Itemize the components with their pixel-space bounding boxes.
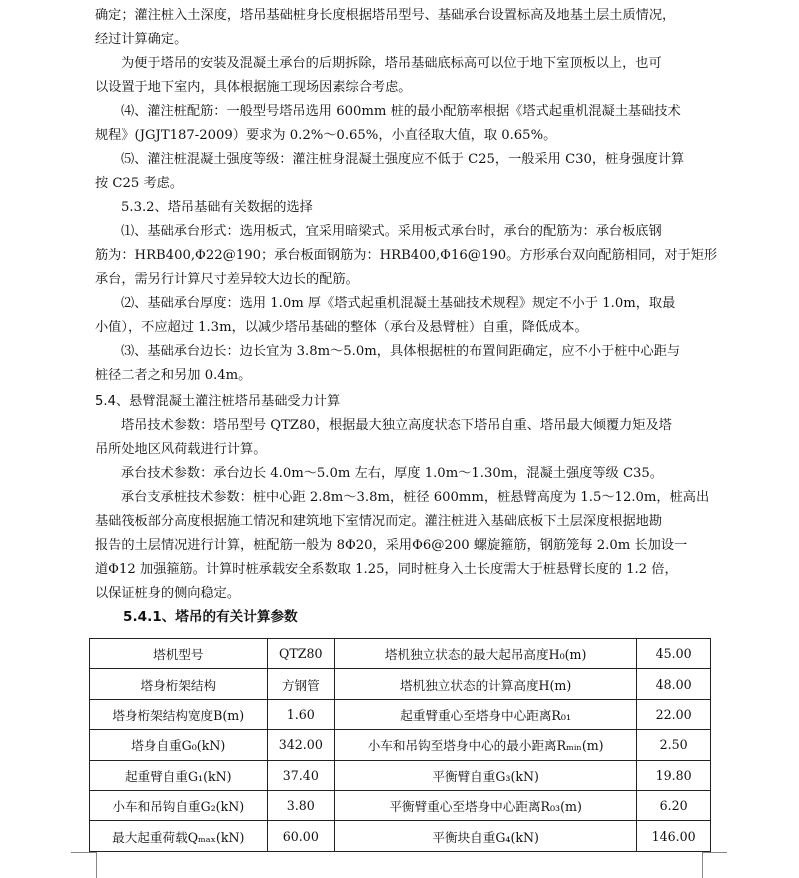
- paragraph-line: ⑷、灌注桩配筋：一般型号塔吊选用 600mm 桩的最小配筋率根据《塔式起重机混凝土基础技术: [121, 104, 681, 119]
- table-cell: 146.00: [637, 821, 711, 851]
- paragraph-line: ⑴、基础承台形式：选用板式，宜采用暗梁式。采用板式承台时，承台的配筋为：承台板底钢: [121, 224, 662, 239]
- table-cell: 平衡块自重G₄(kN): [335, 821, 637, 851]
- table-row: [90, 760, 711, 790]
- paragraph-line: 吊所处地区风荷载进行计算。: [95, 442, 267, 457]
- table-row: [90, 790, 711, 820]
- paragraph-line: 承台支承桩技术参数：桩中心距 2.8m～3.8m，桩径 600mm，桩悬臂高度为 1.5～12.0m，桩高出: [121, 490, 710, 505]
- paragraph-line: 小值），不应超过 1.3m，以减少塔吊基础的整体（承台及悬臂桩）自重，降低成本。: [95, 320, 588, 335]
- table-cell: 方钢管: [267, 669, 335, 699]
- table-cell: 45.00: [637, 639, 711, 669]
- table-cell: 塔身桁架结构: [90, 669, 268, 699]
- table-cell: 塔机型号: [90, 639, 268, 669]
- paragraph-line: ⑸、灌注桩混凝土强度等级：灌注桩身混凝土强度应不低于 C25，一般采用 C30，桩身强度计算: [121, 152, 685, 167]
- table-cell: 起重臂重心至塔身中心距离R₀₁: [335, 699, 637, 729]
- table-cell: 3.80: [267, 790, 335, 820]
- page-margin-mark-right-top: [702, 852, 727, 853]
- table-cell: 19.80: [637, 760, 711, 790]
- page-margin-mark-left: [71, 852, 97, 878]
- paragraph-line: 以保证桩身的侧向稳定。: [95, 586, 241, 601]
- table-cell: 6.20: [637, 790, 711, 820]
- subsection-heading: 5.3.2、塔吊基础有关数据的选择: [121, 200, 313, 215]
- paragraph-line: 按 C25 考虑。: [95, 176, 184, 191]
- paragraph-line: 规程》(JGJT187-2009）要求为 0.2%～0.65%，小直径取大值，取 0.65%。: [95, 128, 557, 143]
- paragraph-line: 为便于塔吊的安装及混凝土承台的后期拆除，塔吊基础底标高可以位于地下室顶板以上，也可: [121, 56, 662, 71]
- table-cell: 2.50: [637, 730, 711, 760]
- parameter-table: [89, 638, 711, 852]
- paragraph-line: 经过计算确定。: [95, 32, 188, 47]
- page-margin-mark-left-top: [71, 852, 96, 853]
- table-row: [90, 821, 711, 851]
- section-heading: 5.4、悬臂混凝土灌注桩塔吊基础受力计算: [95, 394, 341, 409]
- paragraph-line: 确定；灌注桩入土深度，塔吊基础桩身长度根据塔吊型号、基础承台设置标高及地基土层土质情况，: [95, 8, 676, 23]
- paragraph-line: 桩径二者之和另加 0.4m。: [95, 368, 252, 383]
- table-cell: 48.00: [637, 669, 711, 699]
- paragraph-line: 报告的土层情况进行计算，桩配筋一般为 8Φ20，采用Φ6@200 螺旋箍筋，钢筋笼每 2.0m 长加设一: [95, 538, 688, 553]
- table-cell: 起重臂自重G₁(kN): [90, 760, 268, 790]
- paragraph-line: 塔吊技术参数：塔吊型号 QTZ80，根据最大独立高度状态下塔吊自重、塔吊最大倾覆力矩及塔: [121, 418, 672, 433]
- paragraph-line: 承台技术参数：承台边长 4.0m～5.0m 左右，厚度 1.0m～1.30m，混凝土强度等级 C35。: [121, 466, 663, 481]
- paragraph-line: 以设置于地下室内，具体根据施工现场因素综合考虑。: [95, 80, 412, 95]
- table-row: [90, 639, 711, 669]
- paragraph-line: 承台，需另行计算尺寸差异较大边长的配筋。: [95, 272, 359, 287]
- table-cell: 22.00: [637, 699, 711, 729]
- page-margin-mark-right: [702, 852, 728, 878]
- table-cell: 塔机独立状态的计算高度H(m): [335, 669, 637, 699]
- paragraph-line: 基础筏板部分高度根据施工情况和建筑地下室情况而定。灌注桩进入基础底板下土层深度根据地勘: [95, 514, 663, 529]
- table-cell: 小车和吊钩至塔身中心的最小距离Rₘᵢₙ(m): [335, 730, 637, 760]
- paragraph-line: ⑶、基础承台边长：边长宜为 3.8m～5.0m，具体根据桩的布置间距确定，应不小于桩中心距与: [121, 344, 681, 359]
- table-cell: 60.00: [267, 821, 335, 851]
- table-row: [90, 730, 711, 760]
- table-cell: QTZ80: [267, 639, 335, 669]
- table-cell: 最大起重荷载Qₘₐₓ(kN): [90, 821, 268, 851]
- table-cell: 342.00: [267, 730, 335, 760]
- table-heading: 5.4.1、塔吊的有关计算参数: [123, 609, 298, 625]
- table-cell: 塔身自重G₀(kN): [90, 730, 268, 760]
- table-cell: 平衡臂自重G₃(kN): [335, 760, 637, 790]
- table-row: [90, 669, 711, 699]
- paragraph-line: ⑵、基础承台厚度：选用 1.0m 厚《塔式起重机混凝土基础技术规程》规定不小于 1.0m，取最: [121, 296, 676, 311]
- table-cell: 塔机独立状态的最大起吊高度H₀(m): [335, 639, 637, 669]
- table-cell: 小车和吊钩自重G₂(kN): [90, 790, 268, 820]
- table-row: [90, 699, 711, 729]
- table-cell: 1.60: [267, 699, 335, 729]
- table-cell: 平衡臂重心至塔身中心距离R₀₃(m): [335, 790, 637, 820]
- paragraph-line: 筋为：HRB400,Φ22@190；承台板面钢筋为：HRB400,Φ16@190。方形承台双向配筋相同，对于矩形: [95, 248, 718, 263]
- paragraph-line: 道Φ12 加强箍筋。计算时桩承载安全系数取 1.25，同时桩身入土长度需大于桩悬臂长度的 1.2 倍，: [95, 562, 678, 577]
- table-cell: 塔身桁架结构宽度B(m): [90, 699, 268, 729]
- table-cell: 37.40: [267, 760, 335, 790]
